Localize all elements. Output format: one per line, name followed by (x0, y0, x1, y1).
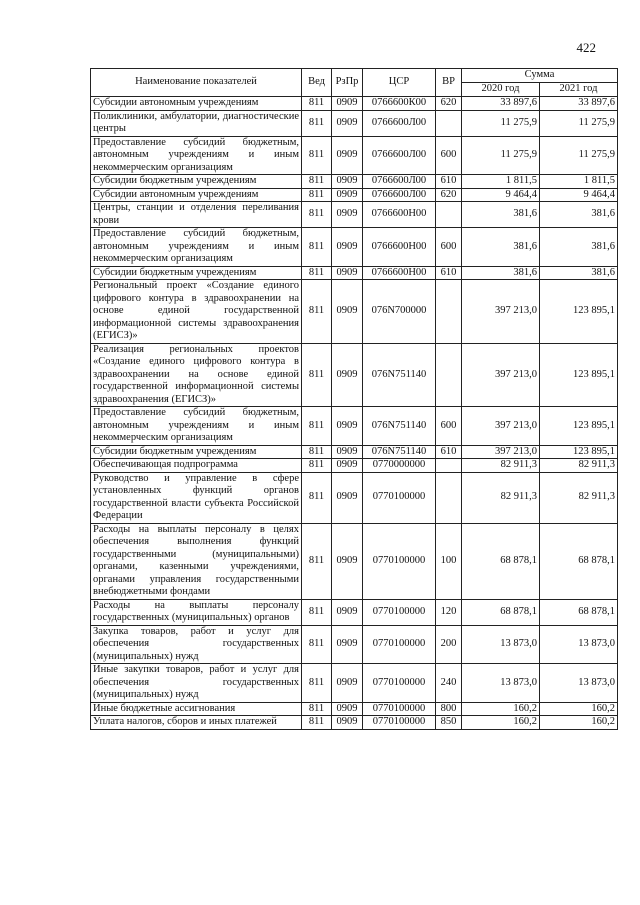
cell-vr (436, 459, 462, 473)
cell-ved: 811 (302, 702, 332, 716)
cell-sum-2021: 381,6 (540, 228, 618, 267)
cell-vr: 610 (436, 175, 462, 189)
header-sum: Сумма (462, 69, 618, 83)
cell-ved: 811 (302, 472, 332, 523)
cell-sum-2021: 9 464,4 (540, 188, 618, 202)
cell-vr (436, 343, 462, 407)
table-row (91, 523, 618, 599)
cell-rzpr: 0909 (332, 175, 363, 189)
cell-csr: 076N751140 (363, 343, 436, 407)
cell-rzpr: 0909 (332, 599, 363, 625)
cell-csr: 0770100000 (363, 664, 436, 703)
cell-name: Иные бюджетные ассигнования (91, 702, 302, 716)
cell-sum-2021: 381,6 (540, 266, 618, 280)
table-row (91, 175, 618, 189)
cell-vr: 610 (436, 266, 462, 280)
cell-rzpr: 0909 (332, 523, 363, 599)
cell-sum-2021: 381,6 (540, 202, 618, 228)
cell-sum-2021: 11 275,9 (540, 136, 618, 175)
cell-sum-2020: 13 873,0 (462, 625, 540, 664)
cell-vr: 600 (436, 407, 462, 446)
cell-sum-2021: 123 895,1 (540, 280, 618, 344)
cell-vr: 620 (436, 97, 462, 111)
cell-vr: 240 (436, 664, 462, 703)
cell-vr: 800 (436, 702, 462, 716)
cell-sum-2021: 1 811,5 (540, 175, 618, 189)
cell-name: Расходы на выплаты персоналу государственных (муниципальных) органов (91, 599, 302, 625)
cell-rzpr: 0909 (332, 136, 363, 175)
cell-csr: 0770100000 (363, 625, 436, 664)
cell-csr: 0766600Н00 (363, 202, 436, 228)
cell-rzpr: 0909 (332, 280, 363, 344)
cell-name: Уплата налогов, сборов и иных платежей (91, 716, 302, 730)
table-row (91, 97, 618, 111)
cell-rzpr: 0909 (332, 407, 363, 446)
cell-vr: 200 (436, 625, 462, 664)
cell-sum-2021: 68 878,1 (540, 523, 618, 599)
table-row (91, 343, 618, 407)
cell-rzpr: 0909 (332, 266, 363, 280)
cell-sum-2020: 397 213,0 (462, 407, 540, 446)
cell-vr (436, 110, 462, 136)
table-row (91, 472, 618, 523)
cell-csr: 0766600К00 (363, 97, 436, 111)
cell-sum-2021: 33 897,6 (540, 97, 618, 111)
table-row (91, 716, 618, 730)
cell-ved: 811 (302, 280, 332, 344)
cell-vr: 850 (436, 716, 462, 730)
cell-ved: 811 (302, 228, 332, 267)
cell-csr: 0770100000 (363, 702, 436, 716)
cell-rzpr: 0909 (332, 472, 363, 523)
cell-name: Субсидии бюджетным учреждениям (91, 175, 302, 189)
cell-name: Центры, станции и отделения переливания крови (91, 202, 302, 228)
cell-vr (436, 280, 462, 344)
cell-ved: 811 (302, 716, 332, 730)
table-body (91, 97, 618, 730)
cell-sum-2020: 381,6 (462, 202, 540, 228)
budget-table (90, 68, 618, 730)
cell-csr: 076N700000 (363, 280, 436, 344)
cell-sum-2021: 11 275,9 (540, 110, 618, 136)
header-rzpr: РзПр (332, 69, 363, 97)
cell-ved: 811 (302, 175, 332, 189)
cell-ved: 811 (302, 97, 332, 111)
cell-sum-2020: 82 911,3 (462, 459, 540, 473)
cell-sum-2021: 160,2 (540, 702, 618, 716)
cell-name: Реализация региональных проектов «Создание единого цифрового контура в здравоохранении на основе единой государственной информационной системы здравоохранения (ЕГИСЗ)» (91, 343, 302, 407)
cell-rzpr: 0909 (332, 97, 363, 111)
cell-ved: 811 (302, 202, 332, 228)
table-row (91, 445, 618, 459)
cell-vr (436, 202, 462, 228)
cell-sum-2020: 11 275,9 (462, 136, 540, 175)
cell-sum-2020: 397 213,0 (462, 445, 540, 459)
cell-rzpr: 0909 (332, 228, 363, 267)
table-row (91, 599, 618, 625)
cell-csr: 0770100000 (363, 716, 436, 730)
cell-name: Обеспечивающая подпрограмма (91, 459, 302, 473)
cell-rzpr: 0909 (332, 188, 363, 202)
cell-vr: 610 (436, 445, 462, 459)
cell-csr: 0770100000 (363, 523, 436, 599)
cell-ved: 811 (302, 445, 332, 459)
cell-ved: 811 (302, 188, 332, 202)
table-row (91, 625, 618, 664)
cell-ved: 811 (302, 599, 332, 625)
table-row (91, 136, 618, 175)
cell-name: Поликлиники, амбулатории, диагностические центры (91, 110, 302, 136)
cell-rzpr: 0909 (332, 343, 363, 407)
cell-sum-2021: 123 895,1 (540, 343, 618, 407)
cell-rzpr: 0909 (332, 459, 363, 473)
header-vr: ВР (436, 69, 462, 97)
cell-ved: 811 (302, 343, 332, 407)
cell-sum-2020: 160,2 (462, 716, 540, 730)
cell-sum-2021: 123 895,1 (540, 445, 618, 459)
cell-rzpr: 0909 (332, 625, 363, 664)
cell-sum-2020: 381,6 (462, 228, 540, 267)
table-row (91, 228, 618, 267)
table-row (91, 110, 618, 136)
cell-csr: 0766600Н00 (363, 266, 436, 280)
cell-rzpr: 0909 (332, 664, 363, 703)
table-row (91, 459, 618, 473)
table-row (91, 664, 618, 703)
cell-sum-2020: 68 878,1 (462, 523, 540, 599)
cell-vr: 600 (436, 136, 462, 175)
cell-vr: 620 (436, 188, 462, 202)
cell-sum-2021: 13 873,0 (540, 625, 618, 664)
cell-csr: 0766600Л00 (363, 175, 436, 189)
cell-csr: 0766600Л00 (363, 188, 436, 202)
cell-ved: 811 (302, 136, 332, 175)
table-row (91, 702, 618, 716)
cell-sum-2020: 82 911,3 (462, 472, 540, 523)
cell-name: Субсидии бюджетным учреждениям (91, 445, 302, 459)
cell-rzpr: 0909 (332, 202, 363, 228)
cell-name: Руководство и управление в сфере установленных функций органов государственной власти субъекта Российской Федерации (91, 472, 302, 523)
cell-sum-2020: 33 897,6 (462, 97, 540, 111)
cell-sum-2021: 82 911,3 (540, 472, 618, 523)
table-header (91, 69, 618, 97)
cell-name: Предоставление субсидий бюджетным, автономным учреждениям и иным некоммерческим организациям (91, 136, 302, 175)
cell-name: Расходы на выплаты персоналу в целях обеспечения выполнения функций государственными (муниципальными) органами, казенными учреждениями, органами управления государственными внебюджетными фондами (91, 523, 302, 599)
cell-sum-2021: 82 911,3 (540, 459, 618, 473)
table-row (91, 266, 618, 280)
cell-name: Региональный проект «Создание единого цифрового контура в здравоохранении на основе единой государственной информационной системы здравоохранения (ЕГИСЗ)» (91, 280, 302, 344)
cell-ved: 811 (302, 523, 332, 599)
cell-vr: 120 (436, 599, 462, 625)
cell-ved: 811 (302, 407, 332, 446)
cell-csr: 0766600Л00 (363, 110, 436, 136)
cell-name: Иные закупки товаров, работ и услуг для обеспечения государственных (муниципальных) нужд (91, 664, 302, 703)
cell-sum-2020: 9 464,4 (462, 188, 540, 202)
cell-csr: 076N751140 (363, 445, 436, 459)
cell-ved: 811 (302, 459, 332, 473)
cell-vr (436, 472, 462, 523)
cell-name: Субсидии бюджетным учреждениям (91, 266, 302, 280)
cell-sum-2020: 68 878,1 (462, 599, 540, 625)
cell-name: Предоставление субсидий бюджетным, автономным учреждениям и иным некоммерческим организациям (91, 407, 302, 446)
header-year-2020: 2020 год (462, 83, 540, 97)
header-ved: Вед (302, 69, 332, 97)
cell-csr: 0770100000 (363, 599, 436, 625)
cell-csr: 076N751140 (363, 407, 436, 446)
cell-ved: 811 (302, 664, 332, 703)
table-row (91, 280, 618, 344)
cell-sum-2020: 11 275,9 (462, 110, 540, 136)
cell-ved: 811 (302, 110, 332, 136)
cell-name: Субсидии автономным учреждениям (91, 97, 302, 111)
cell-name: Субсидии автономным учреждениям (91, 188, 302, 202)
cell-csr: 0766600Л00 (363, 136, 436, 175)
header-csr: ЦСР (363, 69, 436, 97)
cell-csr: 0770000000 (363, 459, 436, 473)
cell-rzpr: 0909 (332, 445, 363, 459)
cell-sum-2020: 397 213,0 (462, 280, 540, 344)
page-number: 422 (576, 40, 596, 55)
cell-sum-2021: 13 873,0 (540, 664, 618, 703)
cell-sum-2021: 68 878,1 (540, 599, 618, 625)
cell-sum-2020: 397 213,0 (462, 343, 540, 407)
header-year-2021: 2021 год (540, 83, 618, 97)
table-row (91, 407, 618, 446)
cell-csr: 0770100000 (363, 472, 436, 523)
cell-name: Предоставление субсидий бюджетным, автономным учреждениям и иным некоммерческим организациям (91, 228, 302, 267)
cell-rzpr: 0909 (332, 716, 363, 730)
header-name: Наименование показателей (91, 69, 302, 97)
cell-ved: 811 (302, 266, 332, 280)
cell-csr: 0766600Н00 (363, 228, 436, 267)
cell-ved: 811 (302, 625, 332, 664)
cell-rzpr: 0909 (332, 702, 363, 716)
cell-sum-2020: 381,6 (462, 266, 540, 280)
cell-rzpr: 0909 (332, 110, 363, 136)
cell-name: Закупка товаров, работ и услуг для обеспечения государственных (муниципальных) нужд (91, 625, 302, 664)
cell-sum-2021: 160,2 (540, 716, 618, 730)
table-row (91, 202, 618, 228)
cell-sum-2020: 160,2 (462, 702, 540, 716)
cell-vr: 600 (436, 228, 462, 267)
cell-sum-2020: 1 811,5 (462, 175, 540, 189)
table-row (91, 188, 618, 202)
cell-vr: 100 (436, 523, 462, 599)
cell-sum-2021: 123 895,1 (540, 407, 618, 446)
cell-sum-2020: 13 873,0 (462, 664, 540, 703)
